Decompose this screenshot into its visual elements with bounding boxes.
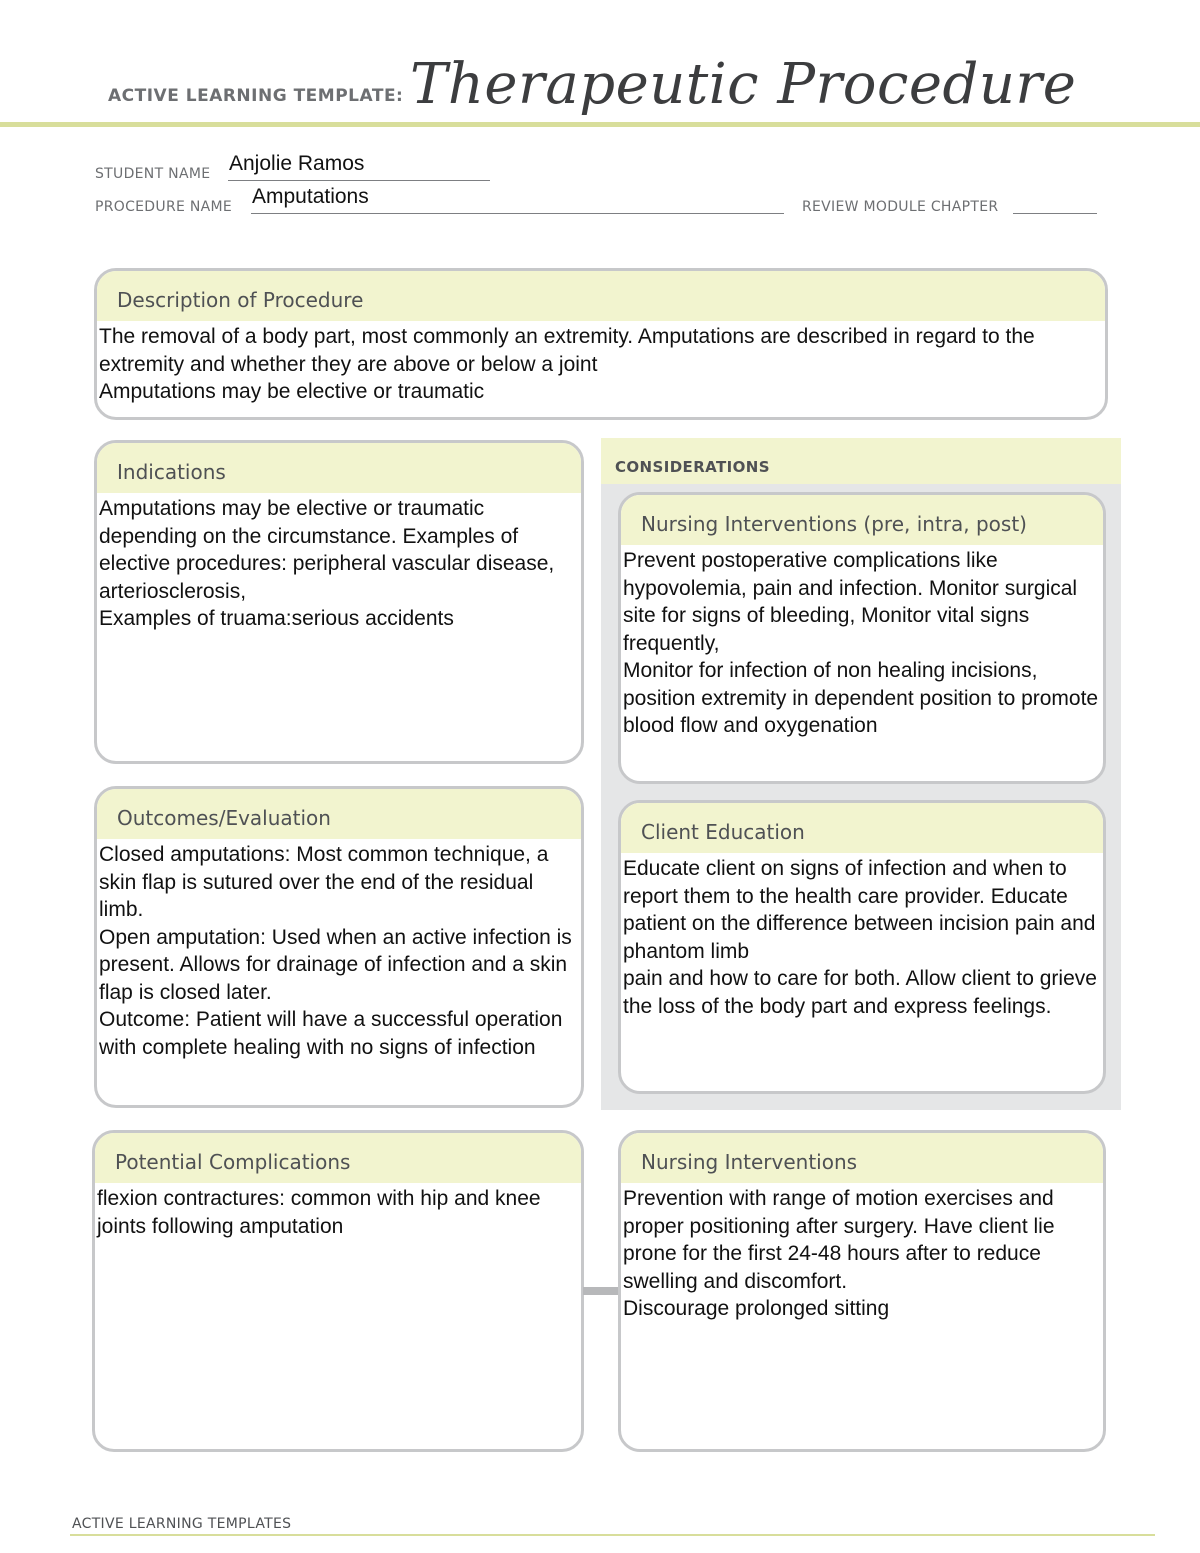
- nursing-pre-intra-post-text[interactable]: Prevent postoperative complications like hypovolemia, pain and infection. Monitor surgical site for signs of bleeding, Monitor vital signs frequently, Monitor for infection of non healing incisions, position extremity in dependent position to promote blood flow and oxygenation: [623, 549, 1099, 737]
- description-text[interactable]: The removal of a body part, most commonly an extremity. Amputations are described in regard to the extremity and whether they are above or below a joint Amputations may be elective or traumatic: [99, 325, 1035, 403]
- student-name-label: STUDENT NAME: [95, 166, 211, 182]
- nursing-interventions-box: [618, 1130, 1106, 1452]
- complications-connector: [583, 1287, 619, 1295]
- indications-box: [94, 440, 584, 764]
- footer-label: ACTIVE LEARNING TEMPLATES: [72, 1516, 292, 1532]
- considerations-label: CONSIDERATIONS: [615, 458, 770, 476]
- review-module-label: REVIEW MODULE CHAPTER: [802, 199, 999, 215]
- client-education-text[interactable]: Educate client on signs of infection and when to report them to the health care provider. Educate patient on the difference between incision pain and phantom limb pain and how to care for both. Allow client to grieve the loss of the body part and express feelings.: [623, 857, 1097, 1018]
- client-education-heading: Client Education: [621, 803, 1103, 853]
- complications-text[interactable]: flexion contractures: common with hip and knee joints following amputation: [97, 1187, 541, 1238]
- student-name-line: [228, 180, 490, 181]
- indications-heading: Indications: [97, 443, 581, 493]
- indications-text[interactable]: Amputations may be elective or traumatic depending on the circumstance. Examples of elective procedures: peripheral vascular disease, arteriosclerosis, Examples of truama:serious accidents: [99, 497, 555, 630]
- nursing-interventions-text[interactable]: Prevention with range of motion exercises and proper positioning after surgery. Have client lie prone for the first 24-48 hours after to reduce swelling and discomfort. Discourage prolonged sitting: [623, 1187, 1055, 1320]
- footer-divider: [70, 1534, 1155, 1536]
- nursing-interventions-heading: Nursing Interventions: [621, 1133, 1103, 1183]
- outcomes-text[interactable]: Closed amputations: Most common technique, a skin flap is sutured over the end of the residual limb. Open amputation: Used when an active infection is present. Allows for drainage of infection and a skin flap is closed later. Outcome: Patient will have a successful operation with complete healing with no signs of infection: [99, 843, 572, 1059]
- description-box: [94, 268, 1108, 420]
- procedure-name-line: [251, 213, 784, 214]
- student-name-field[interactable]: Anjolie Ramos: [229, 152, 365, 175]
- description-heading: Description of Procedure: [97, 271, 1105, 321]
- outcomes-box: [94, 786, 584, 1108]
- procedure-name-label: PROCEDURE NAME: [95, 199, 233, 215]
- complications-heading: Potential Complications: [95, 1133, 581, 1183]
- nursing-pre-intra-post-box: [618, 492, 1106, 784]
- client-education-box: [618, 800, 1106, 1094]
- header-divider: [0, 122, 1200, 127]
- page-title: Therapeutic Procedure: [410, 52, 1077, 117]
- complications-box: [92, 1130, 584, 1452]
- template-label: ACTIVE LEARNING TEMPLATE:: [108, 86, 404, 106]
- outcomes-heading: Outcomes/Evaluation: [97, 789, 581, 839]
- procedure-name-field[interactable]: Amputations: [252, 185, 369, 208]
- nursing-pre-intra-post-heading: Nursing Interventions (pre, intra, post): [621, 495, 1103, 545]
- review-module-line: [1013, 213, 1097, 214]
